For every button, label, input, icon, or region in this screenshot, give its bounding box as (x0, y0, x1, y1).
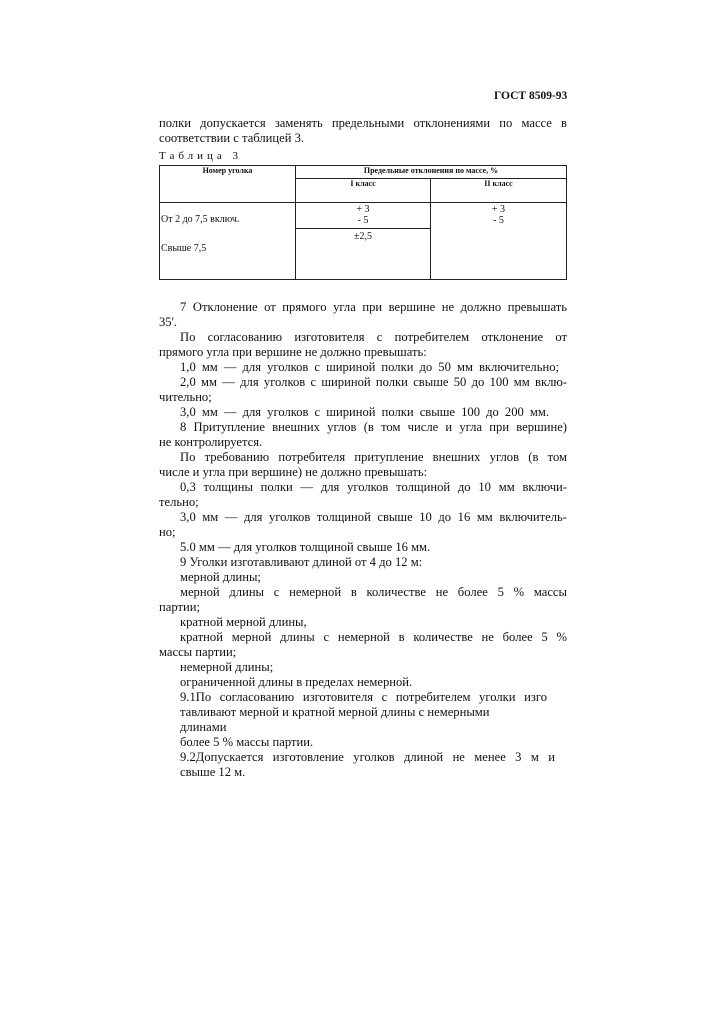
paragraph-line: 1,0 мм — для уголков с шириной полки до 50 мм включительно; (180, 360, 559, 374)
mass-deviation-table (159, 165, 567, 280)
paragraph-line: 2,0 мм — для уголков с шириной полки свыше 50 до 100 мм вклю- (180, 375, 567, 389)
paragraph-line: партии; (159, 600, 200, 614)
paragraph-line: 3,0 мм — для уголков толщиной свыше 10 до 16 мм включитель- (180, 510, 567, 524)
value-plus: + 3 (356, 204, 370, 215)
paragraph-line: но; (159, 525, 176, 539)
value-minus: - 5 (493, 215, 504, 226)
value-plus: + 3 (491, 204, 506, 215)
table-caption: Таблица 3 (159, 150, 243, 162)
column-header-angle-number: Номер уголка (160, 166, 296, 203)
class-2-cell (431, 203, 567, 280)
paragraph-line: не контролируется. (159, 435, 263, 449)
document-number: ГОСТ 8509-93 (494, 90, 568, 102)
paragraph-line: По требованию потребителя притупление внешних углов (в том (180, 450, 567, 464)
cell-divider (296, 228, 430, 229)
intro-line: соответствии с таблицей 3. (159, 131, 305, 145)
subheader-class-2: II класс (431, 179, 567, 203)
paragraph-line: немерной длины; (180, 660, 274, 674)
paragraph-line: 7 Отклонение от прямого угла при вершине не должно превышать (180, 300, 567, 314)
paragraph-line: длинами (180, 720, 227, 734)
paragraph-line: 9.1По согласованию изготовителя с потребителем уголки изго (180, 690, 547, 704)
paragraph-line: числе и угла при вершине) не должно превышать: (159, 465, 428, 479)
column-header-deviation: Предельные отклонения по массе, % (296, 166, 567, 179)
paragraph-line: тавливают мерной и кратной мерной длины с немерными (180, 705, 490, 719)
row-label-2-7-5: От 2 до 7,5 включ. (161, 214, 240, 225)
paragraph-line: более 5 % массы партии. (180, 735, 314, 749)
row-label-over-7-5: Свыше 7,5 (161, 243, 207, 254)
subheader-class-1: I класс (296, 179, 431, 203)
value-plus-minus: ±2,5 (354, 231, 372, 242)
paragraph-line: 9.2Допускается изготовление уголков длиной не менее 3 м и (180, 750, 555, 764)
paragraph-line: 8 Притупление внешних углов (в том числе и угла при вершине) (180, 420, 567, 434)
paragraph-line: По согласованию изготовителя с потребителем отклонение от (180, 330, 567, 344)
paragraph-line: 3,0 мм — для уголков с шириной полки свыше 100 до 200 мм. (180, 405, 549, 419)
paragraph-line: кратной мерной длины с немерной в количестве не более 5 % (180, 630, 567, 644)
paragraph-line: чительно; (159, 390, 212, 404)
paragraph-line: 35'. (159, 315, 178, 329)
intro-line: полки допускается заменять предельными отклонениями по массе в (159, 116, 567, 130)
class-1-cell (296, 203, 431, 280)
paragraph-line: 9 Уголки изготавливают длиной от 4 до 12 м: (180, 555, 423, 569)
table-row-labels (160, 203, 296, 280)
value-minus: - 5 (357, 215, 369, 226)
paragraph-line: мерной длины; (180, 570, 261, 584)
paragraph-line: свыше 12 м. (180, 765, 246, 779)
paragraph-line: ограниченной длины в пределах немерной. (180, 675, 413, 689)
paragraph-line: 5.0 мм — для уголков толщиной свыше 16 мм. (180, 540, 431, 554)
paragraph-line: прямого угла при вершине не должно превышать: (159, 345, 427, 359)
paragraph-line: мерной длины с немерной в количестве не более 5 % массы (180, 585, 567, 599)
paragraph-line: 0,3 толщины полки — для уголков толщиной до 10 мм включи- (180, 480, 567, 494)
paragraph-line: кратной мерной длины, (180, 615, 307, 629)
paragraph-line: массы партии; (159, 645, 237, 659)
paragraph-line: тельно; (159, 495, 199, 509)
